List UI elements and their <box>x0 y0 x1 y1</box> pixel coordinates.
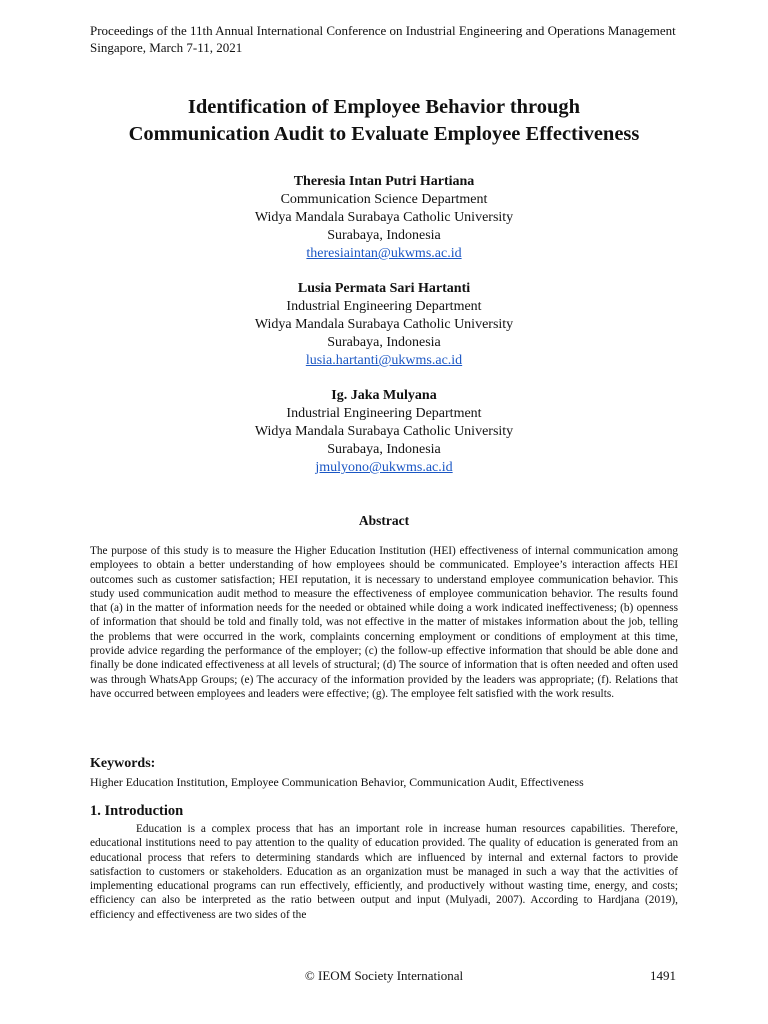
author-email-link[interactable]: jmulyono@ukwms.ac.id <box>315 460 453 475</box>
author-department: Industrial Engineering Department <box>286 406 482 421</box>
author-university: Widya Mandala Surabaya Catholic University <box>254 317 514 332</box>
page-number: 1491 <box>650 968 676 983</box>
footer-copyright: © IEOM Society International <box>304 968 464 983</box>
keywords-heading: Keywords: <box>90 756 156 771</box>
conference-location-date: Singapore, March 7-11, 2021 <box>90 40 243 55</box>
keywords-text: Higher Education Institution, Employee Communication Behavior, Communication Audit, Effectiveness <box>90 775 584 789</box>
paper-title-line-2: Communication Audit to Evaluate Employee Effectiveness <box>128 123 640 145</box>
introduction-body: Education is a complex process that has an important role in increase human resources capabilities. Therefore, educational institutions need to pay attention to the quality of education provided. The quality of education is generated from an educational process that refers to determining standards which are influenced by internal and external factors to provide satisfaction to customers or stakeholders. Education as an organization must be managed in such a way that the activities of implementing educational programs can run effectively, efficiently, and productively without wasting time, energy, and costs; efficiency can also be interpreted as the ratio between output and input (Mulyadi, 2007). According to Hardjana (2019), efficiency and effectiveness are two sides of the <box>90 823 678 921</box>
author-email-link[interactable]: lusia.hartanti@ukwms.ac.id <box>305 353 463 368</box>
paper-title <box>0 94 768 148</box>
abstract-body: The purpose of this study is to measure the Higher Education Institution (HEI) effectiveness of internal communication among employees to obtain a better understanding of how employees should be communicated. Employee’s interaction affects HEI outcomes such as customer satisfaction; HEI reputation, it is necessary to understand employee communication behavior. This study used communication audit method to measure the effectiveness of employee communication behavior. The results found that (a) in the matter of information needs for the needed or obtained while doing a work indicated ineffectiveness; (b) openness of information that should be told and finally told, was not effective in the matter of mistakes information about the job, telling the problems that were occurred in the work, complaints concerning employment or conditions of employment at this time, provide advice regarding the performance of the employer; (c) the follow-up effective information that should be able done and finally be done indicated effectiveness at all levels of structural; (d) The source of information that is often needed and often used was through WhatsApp Groups; (e) The accuracy of the information provided by the leaders was appropriate; (f). Relations that have occurred between employees and leaders were effective; (g). The employee felt satisfied with the work results. <box>90 545 678 700</box>
author-department: Industrial Engineering Department <box>286 299 482 314</box>
author-block <box>0 173 768 263</box>
author-block <box>0 280 768 370</box>
author-block <box>0 387 768 477</box>
author-name: Theresia Intan Putri Hartiana <box>293 174 475 189</box>
proceedings-header: Proceedings of the 11th Annual International Conference on Industrial Engineering and Operations Management <box>90 23 676 38</box>
abstract-heading: Abstract <box>358 513 410 528</box>
author-email-link[interactable]: theresiaintan@ukwms.ac.id <box>306 246 462 261</box>
author-university: Widya Mandala Surabaya Catholic University <box>254 424 514 439</box>
author-location: Surabaya, Indonesia <box>327 228 441 243</box>
author-name: Lusia Permata Sari Hartanti <box>297 281 471 296</box>
introduction-heading: 1. Introduction <box>90 803 184 819</box>
author-location: Surabaya, Indonesia <box>327 442 441 457</box>
paper-title-line-1: Identification of Employee Behavior through <box>187 96 581 118</box>
author-department: Communication Science Department <box>280 192 488 207</box>
author-name: Ig. Jaka Mulyana <box>331 388 437 403</box>
author-list <box>0 173 768 494</box>
author-location: Surabaya, Indonesia <box>327 335 441 350</box>
author-university: Widya Mandala Surabaya Catholic University <box>254 210 514 225</box>
